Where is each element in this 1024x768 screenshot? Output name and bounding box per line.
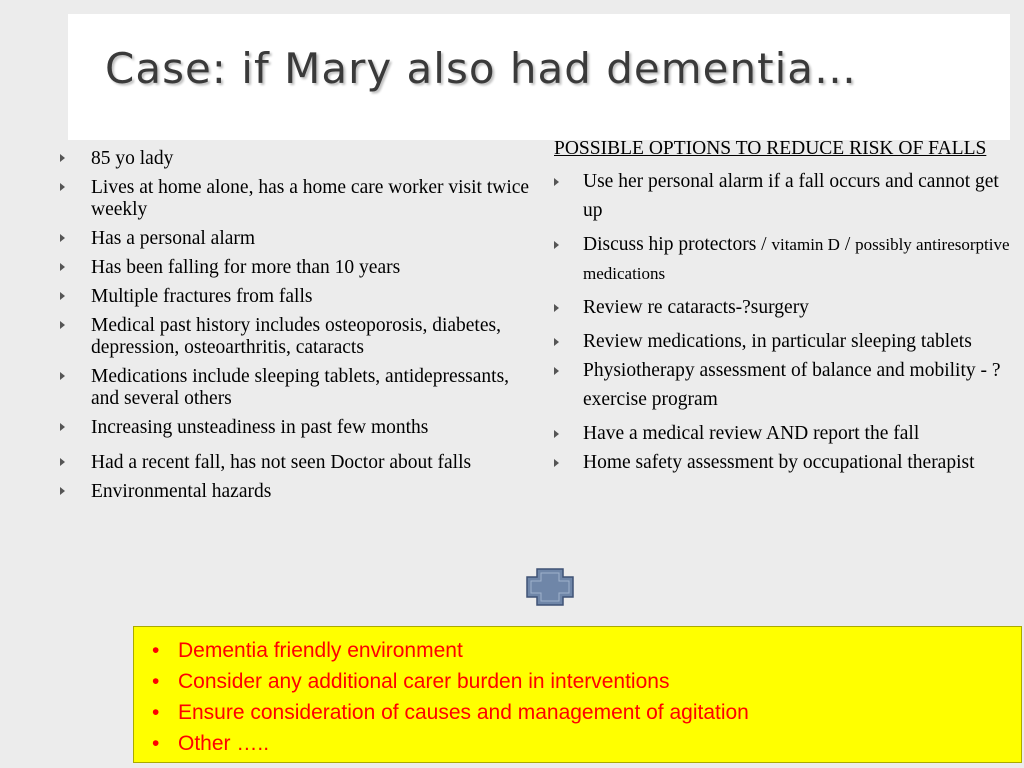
list-item: Medical past history includes osteoporosis, diabetes, depression, osteoarthritis, cataracts bbox=[60, 315, 530, 359]
triangle-bullet-icon bbox=[554, 241, 559, 249]
triangle-bullet-icon bbox=[60, 321, 65, 329]
list-item: Had a recent fall, has not seen Doctor about falls bbox=[60, 452, 530, 474]
list-item: • Dementia friendly environment bbox=[144, 635, 1021, 666]
triangle-bullet-icon bbox=[60, 458, 65, 466]
list-item: Physiotherapy assessment of balance and mobility - ?exercise program bbox=[554, 356, 1019, 414]
triangle-bullet-icon bbox=[60, 423, 65, 431]
plus-connector-icon bbox=[526, 568, 574, 606]
triangle-bullet-icon bbox=[554, 367, 559, 375]
triangle-bullet-icon bbox=[554, 430, 559, 438]
options-list bbox=[554, 167, 1019, 477]
triangle-bullet-icon bbox=[60, 292, 65, 300]
options-column bbox=[554, 134, 1019, 477]
triangle-bullet-icon bbox=[554, 459, 559, 467]
triangle-bullet-icon bbox=[60, 183, 65, 191]
triangle-bullet-icon bbox=[60, 263, 65, 271]
list-item: • Ensure consideration of causes and management of agitation bbox=[144, 697, 1021, 728]
options-heading: POSSIBLE OPTIONS TO REDUCE RISK OF FALLS bbox=[554, 138, 987, 159]
list-item: Lives at home alone, has a home care worker visit twice weekly bbox=[60, 177, 530, 221]
list-item: Review medications, in particular sleeping tablets bbox=[554, 327, 1019, 356]
list-item: Multiple fractures from falls bbox=[60, 286, 530, 308]
list-item: Has been falling for more than 10 years bbox=[60, 257, 530, 279]
triangle-bullet-icon bbox=[60, 154, 65, 162]
list-item: Environmental hazards bbox=[60, 481, 530, 503]
dementia-considerations-list bbox=[134, 627, 1021, 759]
list-item: • Other ….. bbox=[144, 728, 1021, 759]
list-item: Use her personal alarm if a fall occurs and cannot get up bbox=[554, 167, 1019, 225]
triangle-bullet-icon bbox=[60, 234, 65, 242]
bullet-dot-icon: • bbox=[152, 670, 160, 693]
slide-title: Case: if Mary also had dementia… bbox=[105, 44, 857, 93]
list-item: Discuss hip protectors / vitamin D / possibly antiresorptive medications bbox=[554, 230, 1019, 288]
list-item: Home safety assessment by occupational therapist bbox=[554, 448, 1019, 477]
list-item: Medications include sleeping tablets, antidepressants, and several others bbox=[60, 366, 530, 410]
triangle-bullet-icon bbox=[60, 372, 65, 380]
list-item: Have a medical review AND report the fall bbox=[554, 419, 1019, 448]
list-item: 85 yo lady bbox=[60, 148, 530, 170]
bullet-dot-icon: • bbox=[152, 639, 160, 662]
list-item: Increasing unsteadiness in past few months bbox=[60, 417, 530, 439]
triangle-bullet-icon bbox=[554, 338, 559, 346]
list-item: • Consider any additional carer burden in interventions bbox=[144, 666, 1021, 697]
bullet-dot-icon: • bbox=[152, 732, 160, 755]
list-item: Has a personal alarm bbox=[60, 228, 530, 250]
triangle-bullet-icon bbox=[554, 304, 559, 312]
triangle-bullet-icon bbox=[60, 487, 65, 495]
case-details-list bbox=[60, 148, 530, 503]
triangle-bullet-icon bbox=[554, 178, 559, 186]
bullet-dot-icon: • bbox=[152, 701, 160, 724]
dementia-considerations-box bbox=[133, 626, 1022, 763]
list-item: Review re cataracts-?surgery bbox=[554, 293, 1019, 322]
